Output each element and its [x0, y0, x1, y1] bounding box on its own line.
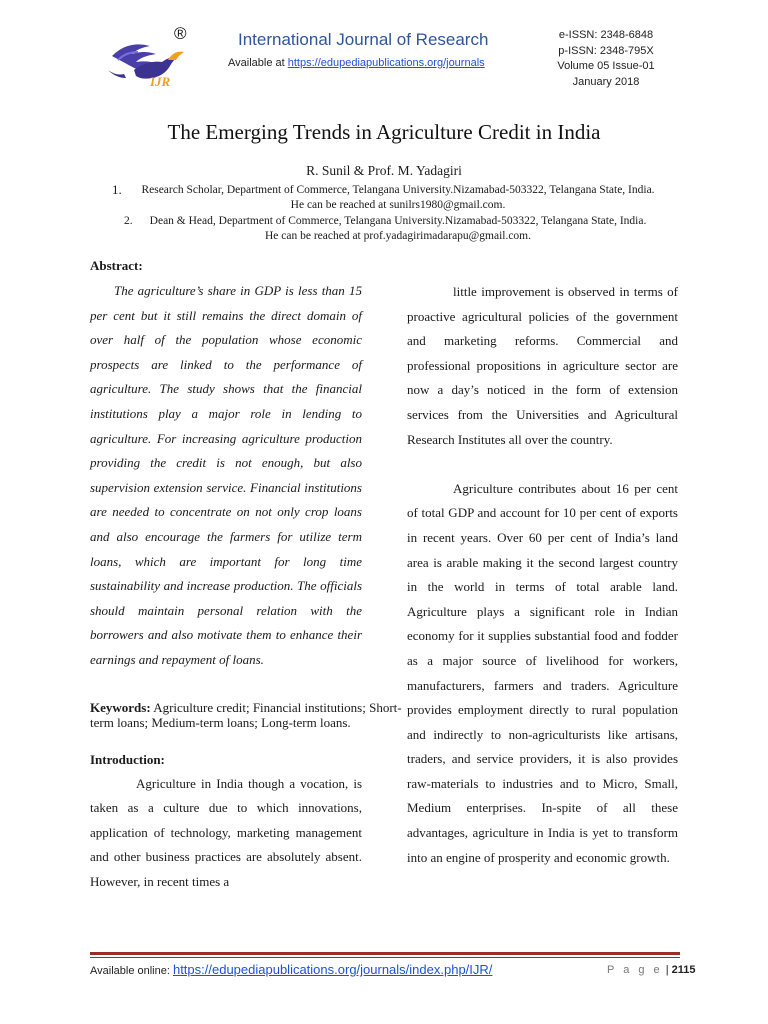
footer-link[interactable]: https://edupediapublications.org/journals/index.php/IJR/: [172, 962, 493, 977]
volume-issue: Volume 05 Issue-01: [557, 60, 655, 72]
footer-rule: [90, 952, 680, 955]
paper-authors: R. Sunil & Prof. M. Yadagiri: [306, 163, 462, 178]
page-label: P a g e: [607, 964, 663, 976]
affiliation-email: He can be reached at prof.yadagirimadarapu@gmail.com.: [264, 230, 532, 242]
page-number: 2115: [671, 964, 696, 976]
affiliation-email: He can be reached at sunilrs1980@gmail.com.: [290, 199, 506, 211]
p-issn: p-ISSN: 2348-795X: [558, 44, 654, 57]
footer-available-online: [90, 962, 492, 977]
affiliation-text: Dean & Head, Department of Commerce, Telangana University.Nizamabad-503322, Telangana State, India.: [149, 215, 647, 227]
left-column: [90, 258, 402, 894]
issn-block: [540, 28, 672, 90]
affiliation-1: [112, 182, 678, 213]
body-paragraph-1: little improvement is observed in terms of proactive agricultural policies of the government and marketing reforms. Commercial and professional propositions in agriculture sector are now a day’s noticed in the form of extension services from the Universities and Agricultural Research Institutes all over the country.: [407, 284, 678, 447]
available-at-label: Available at: [228, 57, 288, 69]
keywords-text: Agriculture credit; Financial institutions; Short-term loans; Medium-term loans; Long-term loans.: [90, 699, 402, 730]
keywords-label: Keywords:: [90, 699, 151, 715]
issue-date: January 2018: [572, 75, 640, 88]
keywords: [90, 700, 410, 731]
journal-title: International Journal of Research: [238, 30, 489, 49]
available-at-line: [228, 57, 485, 69]
introduction-heading: Introduction:: [90, 751, 165, 767]
journal-link[interactable]: https://edupediapublications.org/journals: [287, 57, 485, 69]
paper-title: The Emerging Trends in Agriculture Credit in India: [167, 120, 601, 144]
registered-mark: ®: [174, 24, 187, 43]
affiliation-2: [118, 214, 678, 244]
logo-text: IJR: [150, 74, 171, 89]
affiliation-number: 2.: [124, 215, 133, 227]
abstract-heading: Abstract:: [90, 258, 143, 273]
footer-label: Available online:: [90, 965, 173, 977]
right-column: [407, 280, 678, 870]
abstract-text: The agriculture’s share in GDP is less than 15 per cent but it still remains the direct domain of over half of the population whose economic prospects are linked to the performance of agriculture. The study shows that the financial institutions play a major role in lending to agriculture. For increasing agriculture production providing the credit is not enough, but also supervision extension service. Financial institutions are needed to concentrate on not only crop loans and also encourage the farmers for utilize term loans, which are important for long time sustainability and increase production. The officials should maintain personal relation with the borrowers and also motivate them to enhance their earnings and repayment of loans.: [90, 283, 362, 667]
page-number-block: [607, 964, 696, 976]
affiliation-text: Research Scholar, Department of Commerce, Telangana University.Nizamabad-503322, Telangana State, India.: [141, 184, 655, 196]
introduction-text: Agriculture in India though a vocation, is taken as a culture due to which innovations, application of technology, marketing management and other business practices are absolutely absent. However, in recent times a: [90, 775, 362, 889]
page-separator: |: [665, 964, 669, 976]
footer-rule-thin: [90, 957, 680, 958]
affiliation-number: 1.: [112, 182, 122, 197]
e-issn: e-ISSN: 2348-6848: [558, 29, 654, 41]
body-paragraph-2: Agriculture contributes about 16 per cent of total GDP and account for 10 per cent of exports in recent years. Over 60 per cent of India’s land area is arable making it the second largest country in the world in terms of total arable land. Agriculture plays a significant role in Indian economy for it supplies substantial food and fodder as a major source of livelihood for workers, manufacturers, farmers and traders. Agriculture provides employment directly to rural population and indirectly to non-agriculturists like artisans, traders, and service providers, it is also provides raw-materials to industries and to Micro, Small, Medium enterprises. In-spite of all these advantages, agriculture in India is yet to transform into an engine of prosperity and economic growth.: [407, 480, 678, 865]
journal-logo: [98, 24, 196, 94]
